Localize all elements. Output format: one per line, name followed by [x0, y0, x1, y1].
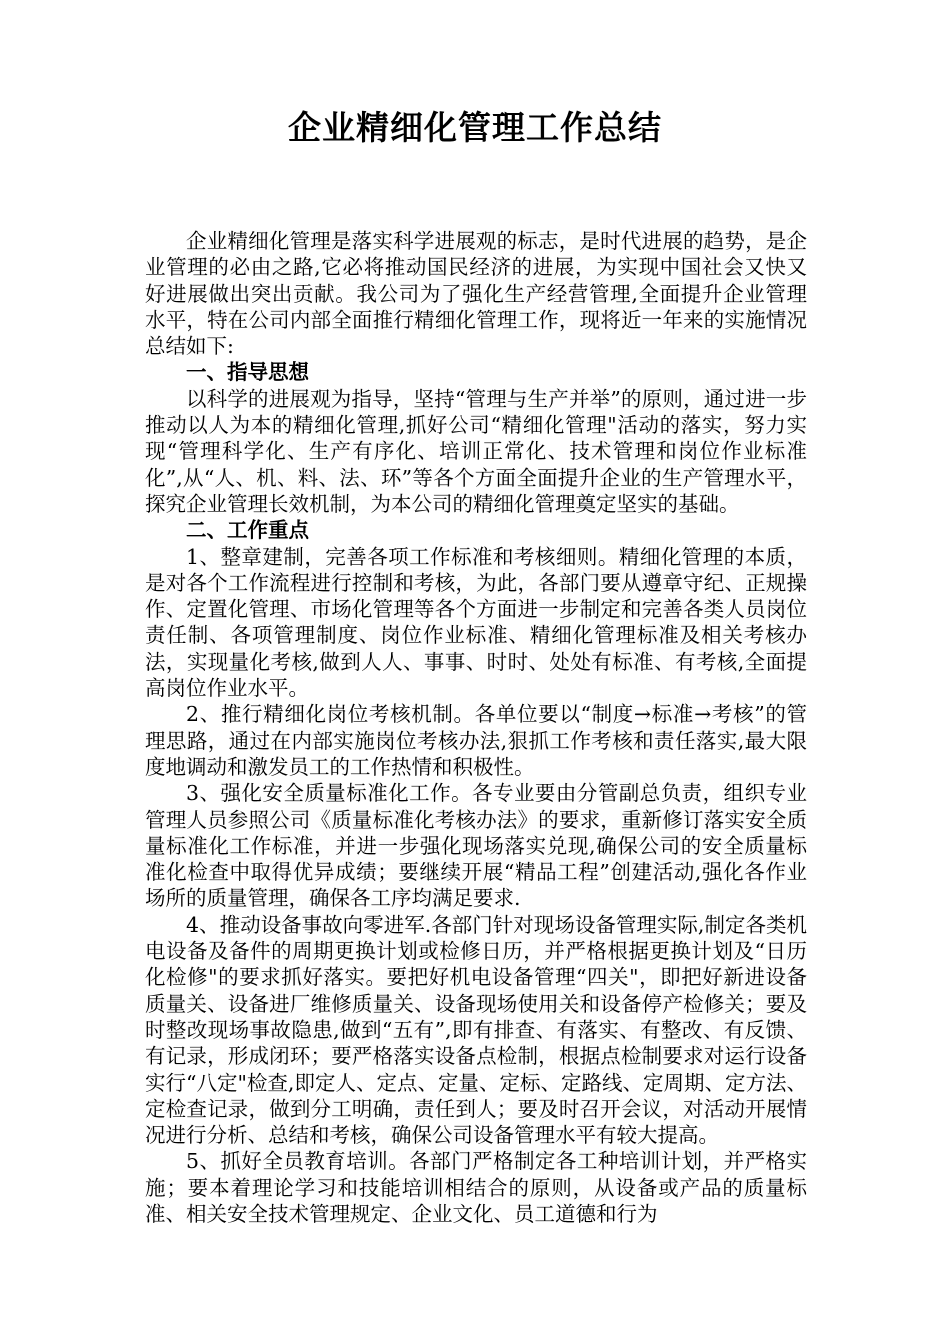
section-paragraph-guiding-ideology: 以科学的进展观为指导，坚持“管理与生产并举”的原则，通过进一步推动以人为本的精细化管理,抓好公司“精细化管理"活动的落实，努力实现“管理科学化、生产有序化、培训正常化、技术管理和岗位作业标准化”,从“人、机、料、法、环”等各个方面全面提升企业的生产管理水平，探究企业管理长效机制，为本公司的精细化管理奠定坚实的基础。 — [145, 386, 807, 516]
work-focus-item: 1、整章建制，完善各项工作标准和考核细则。精细化管理的本质，是对各个工作流程进行控制和考核，为此，各部门要从遵章守纪、正规操作、定置化管理、市场化管理等各个方面进一步制定和完善各类人员岗位责任制、各项管理制度、岗位作业标准、精细化管理标准及相关考核办法，实现量化考核,做到人人、事事、时时、处处有标准、有考核,全面提高岗位作业水平。 — [145, 544, 807, 701]
work-focus-item: 2、推行精细化岗位考核机制。各单位要以“制度→标准→考核”的管理思路，通过在内部实施岗位考核办法,狠抓工作考核和责任落实,最大限度地调动和激发员工的工作热情和积极性。 — [145, 702, 807, 779]
work-focus-item: 4、推动设备事故向零进军.各部门针对现场设备管理实际,制定各类机电设备及备件的周期更换计划或检修日历，并严格根据更换计划及“日历化检修"的要求抓好落实。要把好机电设备管理“四关"，即把好新进设备质量关、设备进厂维修质量关、设备现场使用关和设备停产检修关；要及时整改现场事故隐患,做到“五有”,即有排查、有落实、有整改、有反馈、有记录，形成闭环；要严格落实设备点检制，根据点检制要求对运行设备实行“八定"检查,即定人、定点、定量、定标、定路线、定周期、定方法、定检查记录，做到分工明确，责任到人；要及时召开会议，对活动开展情况进行分析、总结和考核，确保公司设备管理水平有较大提高。 — [145, 912, 807, 1148]
document-body — [145, 228, 807, 1227]
section-heading-work-focus: 二、工作重点 — [186, 518, 309, 543]
work-focus-item: 5、抓好全员教育培训。各部门严格制定各工种培训计划，并严格实施；要本着理论学习和技能培训相结合的原则，从设备或产品的质量标准、相关安全技术管理规定、企业文化、员工道德和行为 — [145, 1149, 807, 1226]
document-title: 企业精细化管理工作总结 — [288, 108, 662, 147]
section-heading-guiding-ideology: 一、指导思想 — [186, 360, 309, 385]
intro-paragraph: 企业精细化管理是落实科学进展观的标志，是时代进展的趋势，是企业管理的必由之路,它必将推动国民经济的进展，为实现中国社会又快又好进展做出突出贡献。我公司为了强化生产经营管理,全面提升企业管理水平，特在公司内部全面推行精细化管理工作，现将近一年来的实施情况总结如下: — [145, 229, 807, 359]
work-focus-item: 3、强化安全质量标准化工作。各专业要由分管副总负责，组织专业管理人员参照公司《质量标准化考核办法》的要求，重新修订落实安全质量标准化工作标准，并进一步强化现场落实兑现,确保公司的安全质量标准化检查中取得优异成绩；要继续开展“精品工程”创建活动,强化各作业场所的质量管理，确保各工序均满足要求. — [145, 781, 807, 911]
